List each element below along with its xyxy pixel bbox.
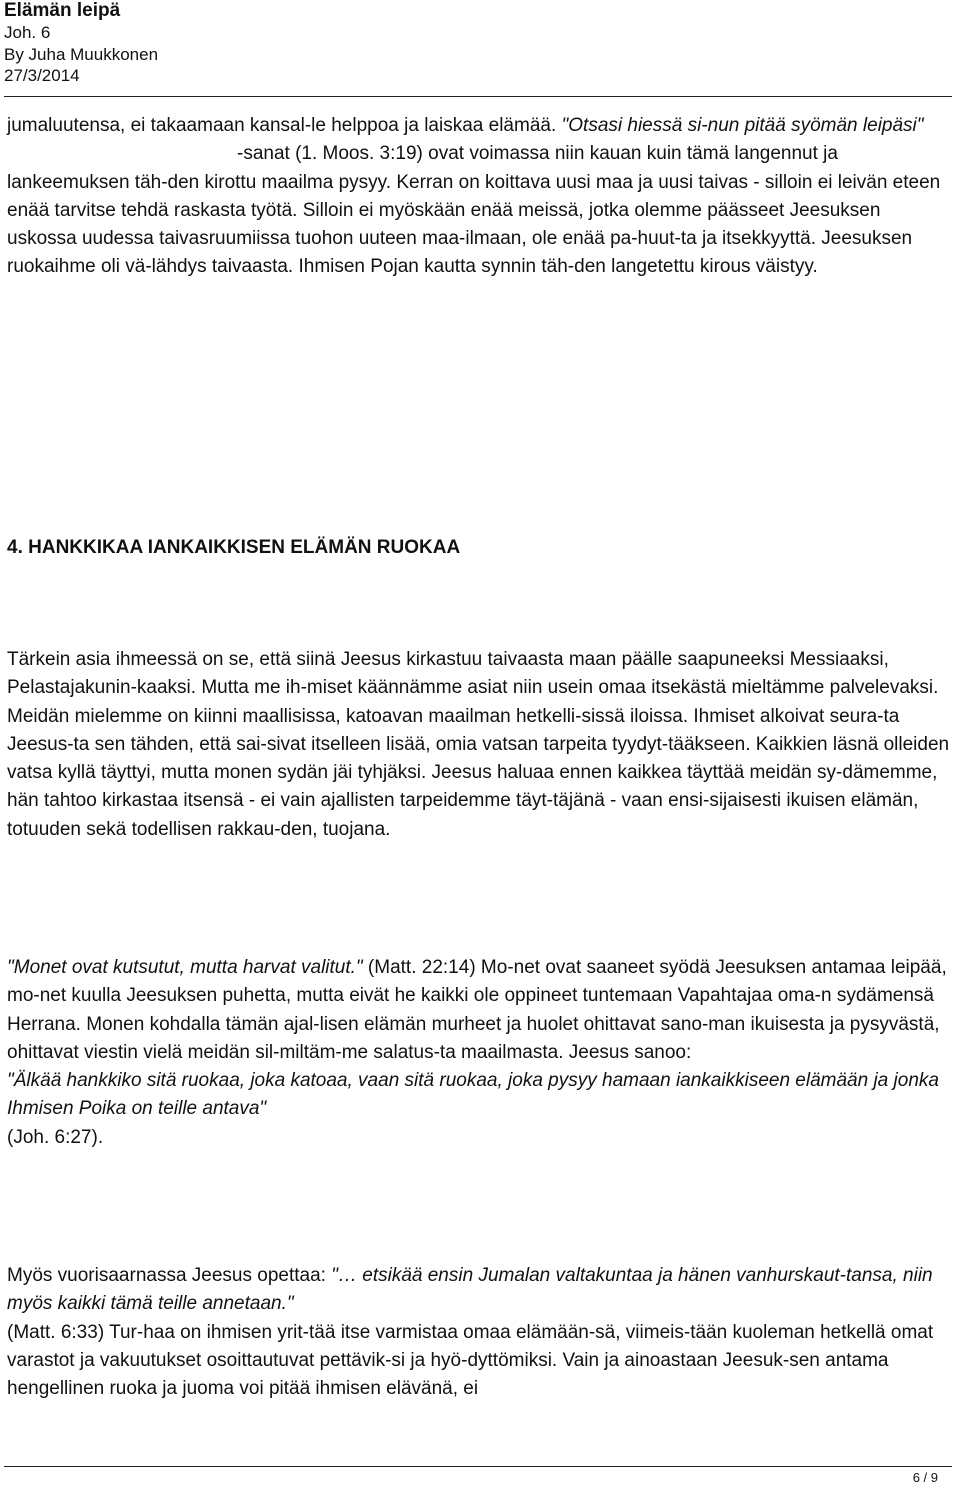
paragraph-1-quote: "Otsasi hiessä si-nun pitää syömän leipäsi" xyxy=(561,115,924,136)
paragraph-1-text-a: jumaluutensa, ei takaamaan kansal-le helppoa ja laiskaa elämää. xyxy=(7,115,562,136)
paragraph-3-quote-a: "Monet ovat kutsutut, mutta harvat valitut." xyxy=(7,957,363,978)
paragraph-3-reference: (Joh. 6:27). xyxy=(7,1126,104,1148)
paragraph-1-text-b: -sanat (1. Moos. 3:19) ovat voimassa niin kauan kuin tämä langennut ja lankeemuksen täh-den kirottu maailma pysyy. Kerran on koittava uusi maa ja uusi taivas - silloin ei leivän eteen enää tarvitse tehdä raskasta työtä. Silloin ei myöskään enää meissä, jotka olemme päässeet Jeesuksen uskossa uudessa taivasruumiissa tuohon uuteen maa-ilmaan, ole enää pa-huut-ta ja itsekkyyttä. Jeesuksen ruokaihme oli vä-lähdys taivaasta. Ihmisen Pojan kautta synnin täh-den langetettu kirous väistyy. xyxy=(7,143,941,278)
paragraph-4 xyxy=(7,1262,955,1403)
paragraph-1 xyxy=(7,112,955,282)
paragraph-3-quote-b: "Älkää hankkiko sitä ruokaa, joka katoaa, vaan sitä ruokaa, joka pysyy hamaan iankaikkiseen elämään ja jonka Ihmisen Poika on teille antava" xyxy=(7,1070,939,1120)
paragraph-3 xyxy=(7,954,955,1152)
document-title: Elämän leipä xyxy=(4,0,121,21)
paragraph-4-text-b: (Matt. 6:33) Tur-haa on ihmisen yrit-tää itse varmistaa omaa elämään-sä, viimeis-tään kuoleman hetkellä omat varastot ja vakuutukset osoittautuvat pettävik-si ja hyö-dyttömiksi. Vain ja ainoastaan Jeesuk-sen antama hengellinen ruoka ja juoma voi pitää ihmisen elävänä, ei xyxy=(7,1321,934,1400)
paragraph-4-quote: "… etsikää ensin Jumalan valtakuntaa ja hänen vanhurskaut-tansa, niin myös kaikki tämä teille annetaan." xyxy=(7,1265,933,1315)
footer-divider xyxy=(4,1466,952,1467)
document-header xyxy=(4,0,158,87)
document-author: By Juha Muukkonen xyxy=(4,44,159,64)
paragraph-2 xyxy=(7,646,955,844)
header-divider xyxy=(4,96,952,97)
document-subtitle: Joh. 6 xyxy=(4,23,51,42)
section-heading: 4. HANKKIKAA IANKAIKKISEN ELÄMÄN RUOKAA xyxy=(7,537,461,558)
page-number: 6 / 9 xyxy=(912,1470,938,1485)
paragraph-2-text: Tärkein asia ihmeessä on se, että siinä Jeesus kirkastuu taivaasta maan päälle saapuneeksi Messiaaksi, Pelastajakunin-kaaksi. Mutta me ih-miset käännämme asiat niin usein omaa itsekästä mieltämme palvelevaksi. Meidän mielemme on kiinni maallisissa, katoavan maailman hetkelli-sissä iloissa. Ihmiset alkoivat seura-ta Jeesus-ta sen tähden, että sai-sivat itselleen lisää, omia vatsan tarpeita tyydyt-tääkseen. Kaikkien läsnä olleiden vatsa kyllä täyttyi, mutta monen sydän jäi tyhjäksi. Jeesus haluaa ennen kaikkea täyttää meidän sy-dämemme, hän tahtoo kirkastaa itsensä - ei vain ajallisten tarpeidemme täyt-täjänä - vaan ensi-sijaisesti ikuisen elämän, totuuden sekä todellisen rakkau-den, tuojana. xyxy=(7,649,950,840)
paragraph-4-text-a: Myös vuorisaarnassa Jeesus opettaa: xyxy=(7,1265,332,1286)
document-date: 27/3/2014 xyxy=(4,66,80,85)
paragraph-3-text-a: (Matt. 22:14) Mo-net ovat saaneet syödä Jeesuksen antamaa leipää, mo-net kuulla Jeesuksen puhetta, mutta eivät he kaikki ole oppineet tuntemaan Vapahtajaa oma-n sydämensä Herrana. Monen kohdalla tämän ajal-lisen elämän murheet ja huolet ohittavat sano-man ikuisesta ja pysyvästä, ohittavat viestin vielä meidän sil-miltäm-me salatus-ta maailmasta. Jeesus sanoo: xyxy=(7,957,947,1063)
